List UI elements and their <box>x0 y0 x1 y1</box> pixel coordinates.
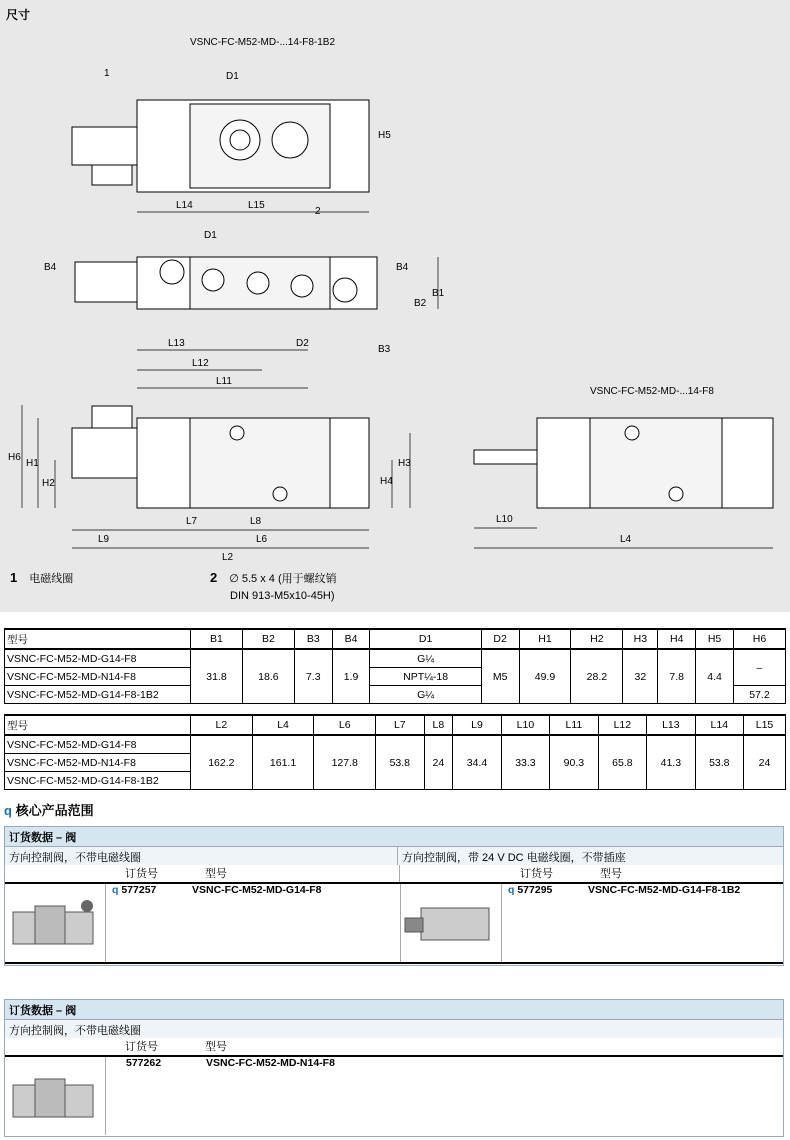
section-title: 尺寸 <box>6 8 31 22</box>
order-data-block-2: 订货数据 – 阀 方向控制阀，不带电磁线圈 订货号 型号 577262 VSNC-FC-M52-MD-N14-F8 <box>4 999 784 1137</box>
svg-text:L15: L15 <box>248 200 265 211</box>
order-header: 订货数据 – 阀 <box>5 827 783 847</box>
part-number: 577262 <box>126 1057 162 1069</box>
svg-text:L7: L7 <box>186 516 198 527</box>
svg-text:L11: L11 <box>216 376 232 387</box>
svg-text:D2: D2 <box>296 338 309 349</box>
part-number: 577295 <box>517 884 553 896</box>
variant-label-right: VSNC-FC-M52-MD-...14-F8 <box>590 386 714 397</box>
svg-text:H4: H4 <box>380 476 393 487</box>
svg-text:L12: L12 <box>192 358 209 369</box>
svg-text:H6: H6 <box>8 452 21 463</box>
svg-text:H3: H3 <box>398 458 411 469</box>
svg-text:L6: L6 <box>256 534 268 545</box>
core-icon: q <box>112 884 119 896</box>
type-code: VSNC-FC-M52-MD-N14-F8 <box>206 1057 335 1069</box>
product-image-left <box>5 884 106 962</box>
valve-image-coil <box>401 884 501 962</box>
svg-text:B3: B3 <box>378 344 391 355</box>
valve-image <box>5 884 105 962</box>
svg-text:B4: B4 <box>396 262 409 273</box>
svg-text:B1: B1 <box>432 288 445 299</box>
svg-text:B2: B2 <box>414 298 427 309</box>
legend-item-1: 1 电磁线圈 <box>10 570 74 585</box>
core-icon: q <box>508 884 515 896</box>
core-range-icon: q <box>4 803 12 818</box>
svg-text:L8: L8 <box>250 516 262 527</box>
svg-text:L13: L13 <box>168 338 185 349</box>
dimension-table-1: 型号 B1 B2 B3 B4 D1 D2 H1 H2 H3 H4 H5 H6 VSNC-FC-M52-MD-G14-F8 31.8 18.6 7.3 1.9 G¼ M5 49.9 28.2 32 7.8 4.4 – VSNC-FC-M52-MD-N14-F8 NPT¼-18 VSNC-FC-M52-MD-G14-F8-1B2 G¼ 57.2 <box>4 628 786 704</box>
svg-text:H5: H5 <box>378 130 391 141</box>
svg-text:L4: L4 <box>620 534 632 545</box>
svg-text:L2: L2 <box>222 552 234 563</box>
product-image <box>5 1057 106 1135</box>
svg-text:D1: D1 <box>226 71 239 82</box>
subheading: 方向控制阀，不带电磁线圈 <box>9 1025 141 1037</box>
svg-text:L9: L9 <box>98 534 110 545</box>
svg-text:L14: L14 <box>176 200 193 211</box>
order-data-block-1: 订货数据 – 阀 方向控制阀，不带电磁线圈 方向控制阀，带 24 V DC 电磁线圈，不带插座 订货号 型号 订货号 型号 q 577257 VSNC-FC-M52-MD-G14-F8 q 577295 VSNC-FC-M52-MD-G14-F8-1B2 <box>4 826 784 966</box>
order-header: 订货数据 – 阀 <box>5 1000 783 1020</box>
product-image-right <box>400 884 502 962</box>
core-range-heading: q 核心产品范围 <box>4 803 94 818</box>
svg-text:B4: B4 <box>44 262 57 273</box>
svg-text:H1: H1 <box>26 458 39 469</box>
right-subheading: 方向控制阀，带 24 V DC 电磁线圈，不带插座 <box>402 852 626 864</box>
svg-text:1: 1 <box>104 68 110 79</box>
part-number: 577257 <box>121 884 157 896</box>
variant-label-top: VSNC-FC-M52-MD-...14-F8-1B2 <box>190 37 336 48</box>
svg-text:D1: D1 <box>204 230 217 241</box>
type-code: VSNC-FC-M52-MD-G14-F8 <box>192 884 322 896</box>
svg-text:L10: L10 <box>496 514 513 525</box>
type-code: VSNC-FC-M52-MD-G14-F8-1B2 <box>588 884 741 896</box>
dimension-table-2: 型号 L2 L4 L6 L7 L8 L9 L10 L11 L12 L13 L14 L15 VSNC-FC-M52-MD-G14-F8 162.2 161.1 127.8 53.8 24 34.4 33.3 90.3 65.8 41.3 53.8 24 VSNC-FC-M52-MD-N14-F8 VSNC-FC-M52-MD-G14-F8-1B2 <box>4 714 786 790</box>
legend-item-2: 2 ∅ 5.5 x 4 (用于螺纹销 DIN 913-M5x10-45H) <box>210 570 337 602</box>
left-subheading: 方向控制阀，不带电磁线圈 <box>5 847 398 865</box>
svg-text:H2: H2 <box>42 478 55 489</box>
valve-image <box>5 1057 105 1135</box>
svg-text:2: 2 <box>315 206 321 217</box>
